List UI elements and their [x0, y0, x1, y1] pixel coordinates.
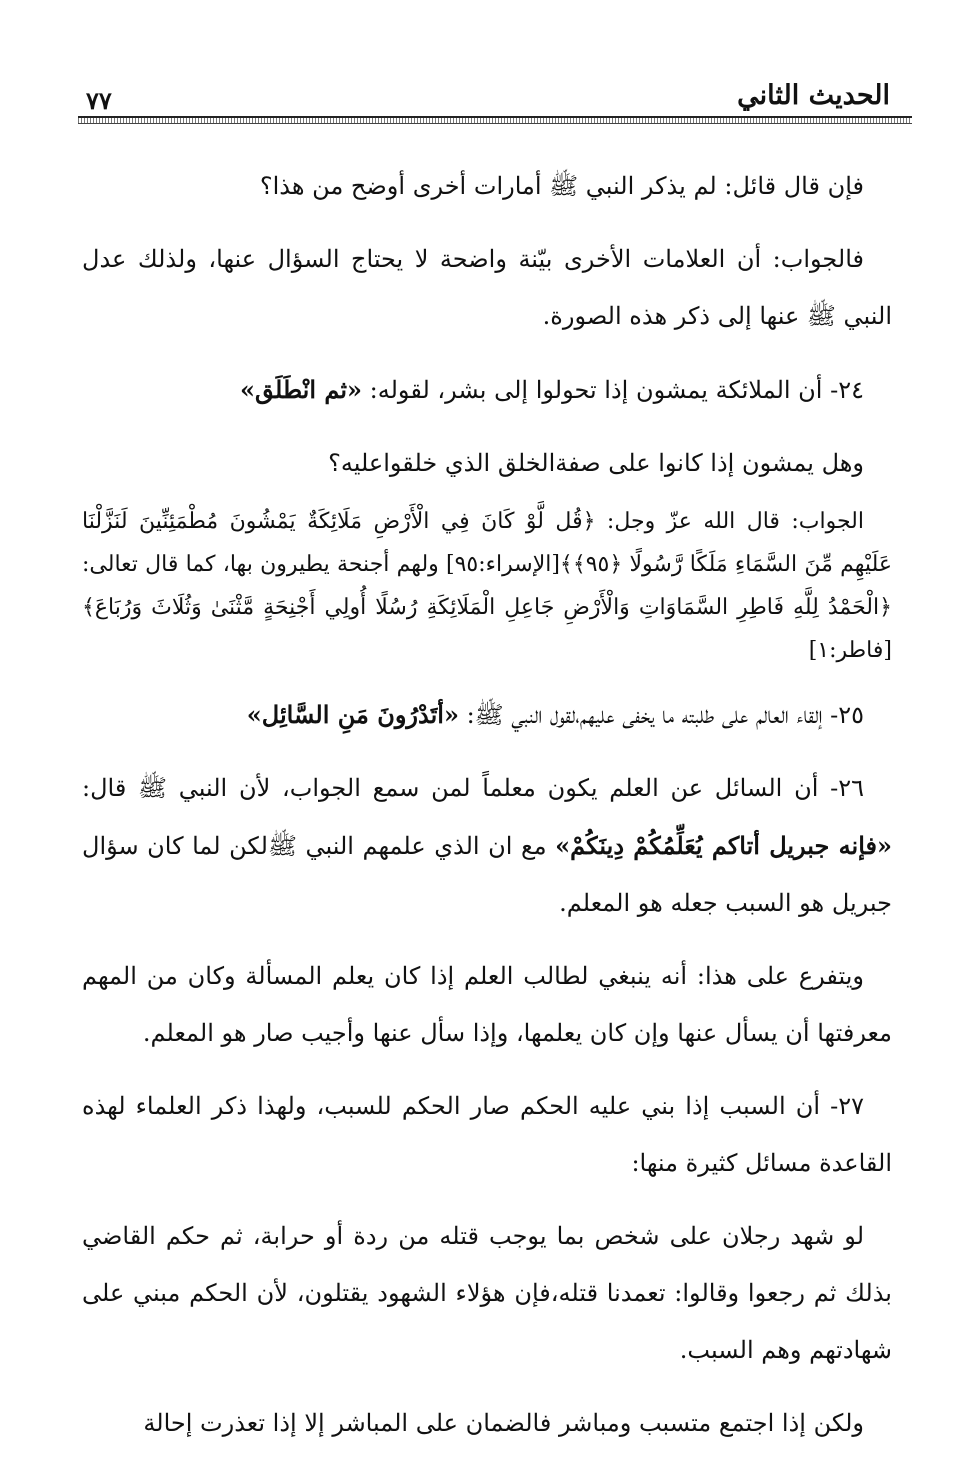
paragraph-branch [82, 948, 892, 1062]
page-number: ٧٧ [86, 86, 112, 115]
paragraph-text: وهل يمشون إذا كانوا على صفةالخلق الذي خلقواعليه؟ [328, 449, 864, 477]
paragraph-text: فالجواب: أن العلامات الأخرى بيّنة واضحة لا يحتاج السؤال عنها، ولذلك عدل النبي ﷺ عنها إلى ذكر هذه الصورة. [82, 245, 892, 330]
paragraph-text: ٢٧- أن السبب إذا بني عليه الحكم صار الحكم للسبب، ولهذا ذكر العلماء لهذه القاعدة مسائل كثيرة منها: [82, 1092, 892, 1177]
paragraph-answer [82, 231, 892, 345]
running-title: الحديث الثاني [737, 80, 890, 111]
paragraph-text: ويتفرع على هذا: أنه ينبغي لطالب العلم إذا كان يعلم المسألة وكان من المهم معرفتها أن يسأل عنها وإن كان يعلمها، وإذا سأل عنها وأجيب صار هو المعلم. [82, 962, 892, 1047]
paragraph-text: مع ان الذي علمهم النبي ﷺلكن لما كان سؤال جبريل هو السبب جعله هو المعلم. [82, 832, 892, 917]
paragraph-continuation [82, 1395, 892, 1452]
paragraph-text: ولكن إذا اجتمع متسبب ومباشر فالضمان على المباشر إلا إذا تعذرت إحالة [143, 1409, 864, 1437]
paragraph-question [82, 158, 892, 215]
paragraph-text: ٢٥- إلقاء العالم على طلبته ما يخفى عليهم،لقول النبي ﷺ: [458, 701, 864, 729]
hadith-quote: «أتَدْرُونَ مَنِ السَّائِل» [246, 700, 459, 729]
paragraph-text: ٢٦- أن السائل عن العلم يكون معلماً لمن سمع الجواب، لأن النبي ﷺ قال: [82, 774, 864, 802]
paragraph-text: الجواب: قال الله عزّ وجل: ﴿قُل لَّوْ كَانَ فِي الْأَرْضِ مَلَائِكَةٌ يَمْشُونَ مُطْمَئِنِّينَ لَنَزَّلْنَا عَلَيْهِم مِّنَ السَّمَاءِ مَلَكًا رَّسُولًا ﴿٩٥﴾﴾[الإسراء:٩٥] ولهم أجنحة يطيرون بها، كما قال تعالى: ﴿الْحَمْدُ لِلَّهِ فَاطِرِ السَّمَاوَاتِ وَالْأَرْضِ جَاعِلِ الْمَلَائِكَةِ رُسُلًا أُولِي أَجْنِحَةٍ مَّثْنَىٰ وَثُلَاثَ وَرُبَاعَ﴾[فاطر:١] [82, 509, 892, 663]
paragraph-item-26 [82, 760, 892, 932]
paragraph-item-24 [82, 361, 892, 419]
paragraph-quran-verses [82, 500, 892, 672]
paragraph-item-27 [82, 1078, 892, 1192]
hadith-quote: «ثم انْطَلَق» [240, 375, 363, 404]
header-rule [78, 116, 912, 124]
paragraph-item-25 [82, 686, 892, 744]
hadith-quote: «فإنه جبريل أتاكم يُعَلِّمُكُمْ دِينَكُمْ» [555, 831, 892, 860]
paragraph-question-2 [82, 435, 892, 492]
paragraph-example [82, 1208, 892, 1379]
page-header [78, 72, 912, 124]
page-body [82, 158, 892, 1458]
paragraph-text: فإن قال قائل: لم يذكر النبي ﷺ أمارات أخرى أوضح من هذا؟ [259, 172, 864, 200]
paragraph-text: لو شهد رجلان على شخص بما يوجب قتله من ردة أو حرابة، ثم حكم القاضي بذلك ثم رجعوا وقالوا: تعمدنا قتله،فإن هؤلاء الشهود يقتلون، لأن الحكم مبني على شهادتهم وهم السبب. [82, 1222, 892, 1364]
paragraph-text: ٢٤- أن الملائكة يمشون إذا تحولوا إلى بشر، لقوله: [362, 376, 864, 404]
